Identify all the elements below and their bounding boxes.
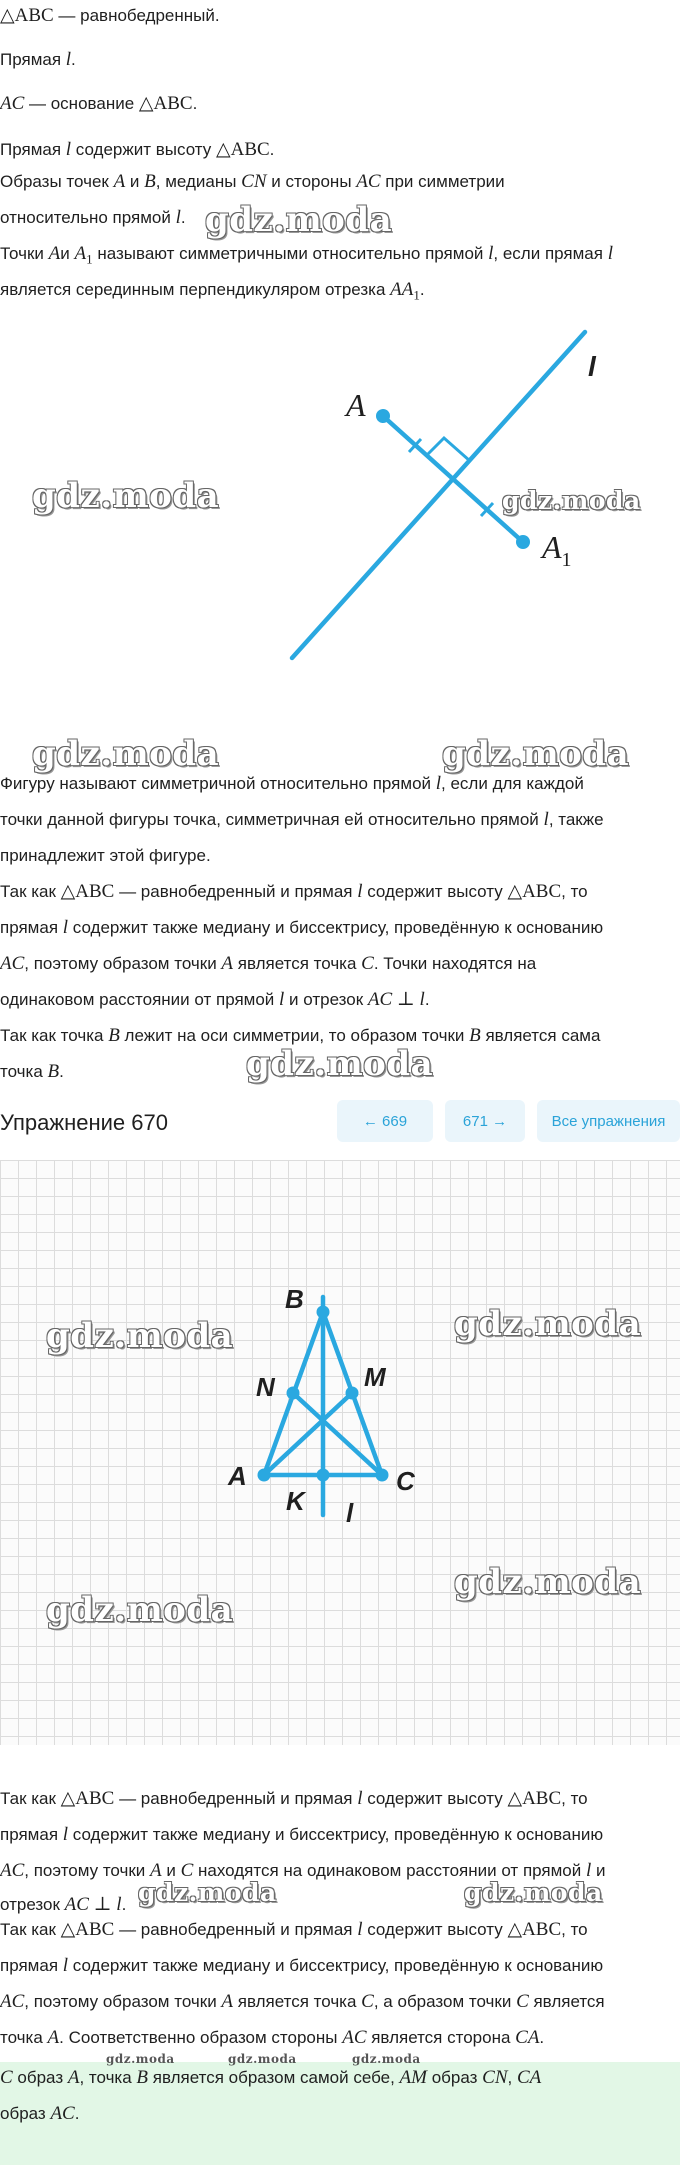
math: l (357, 1919, 363, 1940)
math: l (62, 1955, 69, 1976)
math: A (74, 243, 87, 264)
symmetry-figure (0, 320, 680, 680)
text: образ (426, 2068, 483, 2087)
label-c: C (396, 1466, 415, 1496)
math: △ABC (60, 881, 115, 902)
point-m (346, 1387, 359, 1400)
watermark: gdz.moda (464, 1878, 603, 1907)
triangle-figure (0, 1160, 680, 1745)
text: , медианы (155, 172, 242, 191)
math: △ABC (507, 881, 562, 902)
text: содержит высоту (362, 1920, 508, 1939)
text: содержит высоту (71, 140, 216, 159)
math: l (357, 1788, 363, 1809)
reason1-line-2 (0, 916, 603, 940)
math: B (469, 1025, 481, 1046)
math: l (62, 917, 69, 938)
text: — равнобедренный и прямая (114, 1789, 358, 1808)
point-a (258, 1469, 271, 1482)
math: AC (0, 1860, 25, 1881)
math: B (136, 2067, 149, 2088)
point-n (287, 1387, 300, 1400)
point-b (317, 1306, 330, 1319)
text: , также (548, 810, 604, 829)
label-n: N (256, 1372, 275, 1402)
text: . Точки находятся на (373, 954, 537, 973)
math: l (488, 243, 494, 264)
given-line-5 (0, 170, 505, 194)
given-line-1 (0, 4, 220, 28)
math: l (279, 989, 285, 1010)
given-line-6 (0, 206, 186, 230)
math: A (221, 953, 234, 974)
text: является (528, 1992, 605, 2011)
text: является точка (233, 1992, 362, 2011)
text: , (507, 2068, 517, 2087)
text: точка (0, 1062, 48, 1081)
math: B (47, 1061, 60, 1082)
text: находятся на одинаковом расстоянии от прямой (193, 1861, 586, 1880)
math: CA (515, 2027, 540, 2048)
watermark: gdz.moda (106, 2052, 175, 2066)
text: прямая (0, 1825, 63, 1844)
text: . (59, 1062, 64, 1081)
math: l (175, 207, 181, 228)
math: l (357, 881, 363, 902)
math: AC (50, 2103, 75, 2124)
definition-line-2 (0, 278, 425, 307)
text: является образом самой себе, (148, 2068, 400, 2087)
watermark: gdz.moda (228, 2052, 297, 2066)
text: . Соответственно образом стороны (59, 2028, 343, 2047)
math: B (108, 1025, 120, 1046)
text: . (71, 50, 76, 69)
text: является точка (233, 954, 362, 973)
text: , поэтому точки (24, 1861, 151, 1880)
reason4-line-2 (0, 1954, 603, 1978)
text: — равнобедренный. (53, 6, 220, 25)
math: △ABC (215, 139, 270, 160)
text: одинаковом расстоянии от прямой (0, 990, 280, 1009)
label-l: l (588, 351, 596, 382)
text: и (60, 244, 75, 263)
math: △ABC (507, 1788, 562, 1809)
math: AC (0, 953, 25, 974)
math: A (113, 171, 126, 192)
watermark: gdz.moda (138, 1878, 277, 1907)
math: l (543, 809, 549, 830)
label-k: K (286, 1486, 305, 1516)
point-a (376, 409, 390, 423)
watermark: gdz.moda (442, 734, 630, 774)
math: C (361, 953, 374, 974)
text: и (161, 1861, 181, 1880)
math: △ABC (507, 1919, 562, 1940)
text: , то (561, 882, 588, 901)
math-subscript: 1 (413, 287, 420, 303)
point-c (376, 1469, 389, 1482)
label-a1: $A_1$ (542, 529, 572, 571)
text: и (125, 172, 145, 191)
given-line-3 (0, 92, 197, 116)
answer-line-1 (0, 2066, 541, 2090)
text: образ (12, 2068, 68, 2087)
text: Образы точек (0, 172, 114, 191)
text: является сторона (366, 2028, 516, 2047)
math: AC ⊥ l (367, 989, 425, 1010)
text: отрезок (0, 1895, 65, 1914)
text: Так как (0, 1789, 61, 1808)
label-b: B (285, 1284, 304, 1314)
text: и (591, 1861, 606, 1880)
watermark: gdz.moda (454, 1304, 642, 1344)
point-a1 (516, 535, 530, 549)
text: при симметрии (380, 172, 505, 191)
watermark: gdz.moda (32, 734, 220, 774)
math: A (67, 2067, 80, 2088)
point-k (317, 1469, 330, 1482)
text: является серединным перпендикуляром отрезка (0, 280, 391, 299)
math: C (180, 1860, 194, 1881)
text: содержит также медиану и биссектрису, проведённую к основанию (68, 1956, 604, 1975)
reason1-line-1 (0, 880, 588, 904)
text: является сама (480, 1026, 601, 1045)
label-a: A (228, 1461, 247, 1491)
text: . (192, 94, 198, 113)
text: относительно прямой (0, 208, 176, 227)
math: A (47, 2027, 60, 2048)
math: l (585, 1860, 592, 1881)
text: , если для каждой (441, 774, 584, 793)
math: AM (399, 2067, 427, 2088)
answer-line-2 (0, 2102, 79, 2126)
reason3-line-4 (0, 1893, 126, 1917)
text: . (269, 140, 275, 159)
reason1-line-3 (0, 952, 536, 976)
text: прямая (0, 918, 63, 937)
watermark: gdz.moda (502, 486, 641, 515)
watermark: gdz.moda (454, 1562, 642, 1602)
text: содержит также медиану и биссектрису, проведённую к основанию (68, 1825, 604, 1844)
figure-def-line-2 (0, 808, 604, 832)
math: l (435, 773, 442, 794)
text: называют симметричными относительно прямой (92, 244, 489, 263)
math-subscript: 1 (86, 251, 93, 267)
reason3-line-1 (0, 1787, 588, 1811)
text: , поэтому образом точки (24, 954, 222, 973)
definition-line-1 (0, 242, 613, 271)
text: и стороны (266, 172, 357, 191)
math: AA (390, 279, 414, 300)
math: C (516, 1991, 529, 2012)
text: . (180, 208, 186, 227)
text: лежит на оси симметрии, то образом точки (119, 1026, 470, 1045)
label-l: l (346, 1498, 354, 1528)
prev-exercise-button[interactable]: ← 669 (337, 1100, 433, 1142)
text: содержит высоту (362, 1789, 508, 1808)
math: CA (516, 2067, 542, 2088)
math: A (150, 1860, 162, 1881)
exercise-title: Упражнение 670 (0, 1110, 168, 1135)
math: B (144, 171, 156, 192)
math: AC (0, 1991, 25, 2012)
math: AC ⊥ l (64, 1894, 122, 1915)
reason2-line-2 (0, 1060, 64, 1084)
text: . (539, 2028, 545, 2047)
watermark: gdz.moda (46, 1316, 234, 1356)
text: — равнобедренный и прямая (114, 1920, 358, 1939)
math: AC (0, 93, 25, 114)
reason2-line-1 (0, 1024, 600, 1048)
reason4-line-1 (0, 1918, 588, 1942)
given-line-4 (0, 138, 274, 162)
text: , поэтому образом точки (24, 1992, 222, 2011)
line-l (292, 332, 585, 658)
text: . (424, 990, 430, 1009)
text: , то (561, 1789, 588, 1808)
text: точки данной фигуры точка, симметричная ей относительно прямой (0, 810, 544, 829)
math: C (361, 1991, 374, 2012)
math: l (607, 243, 613, 264)
text: Так как (0, 882, 61, 901)
math: A (48, 243, 61, 264)
text: Прямая (0, 50, 66, 69)
math: △ABC (138, 93, 193, 114)
text: точка (0, 2028, 48, 2047)
text: , точка (79, 2068, 137, 2087)
text: и отрезок (284, 990, 368, 1009)
text: содержит высоту (362, 882, 508, 901)
text: , то (561, 1920, 588, 1939)
text: . (121, 1895, 127, 1914)
reason4-line-4 (0, 2026, 544, 2050)
math: C (0, 2067, 13, 2088)
math: CN (482, 2067, 508, 2088)
text: — основание (24, 94, 139, 113)
text: Точки (0, 244, 49, 263)
math: CN (241, 171, 267, 192)
watermark: gdz.moda (352, 2052, 421, 2066)
math: AC (356, 171, 381, 192)
math: l (62, 1824, 69, 1845)
text: , если прямая (493, 244, 608, 263)
text: прямая (0, 1956, 63, 1975)
figure-def-line-3 (0, 844, 211, 868)
text: Фигуру называют симметричной относительно прямой (0, 774, 436, 793)
reason1-line-4 (0, 988, 430, 1012)
label-a: A (346, 387, 366, 423)
text: содержит также медиану и биссектрису, проведённую к основанию (68, 918, 604, 937)
math: A (221, 1991, 234, 2012)
text: Прямая (0, 140, 66, 159)
text: Так как (0, 1920, 61, 1939)
reason3-line-3 (0, 1859, 606, 1883)
text: , а образом точки (373, 1992, 517, 2011)
watermark: gdz.moda (205, 200, 393, 240)
watermark: gdz.moda (246, 1044, 434, 1084)
math: AC (342, 2027, 367, 2048)
text: . (419, 280, 425, 299)
watermark: gdz.moda (32, 476, 220, 516)
math: △ABC (60, 1788, 115, 1809)
math: △ABC (0, 5, 54, 26)
text: — равнобедренный и прямая (114, 882, 358, 901)
right-angle-mark (428, 438, 470, 461)
math: l (65, 49, 72, 70)
text: Так как точка (0, 1026, 109, 1045)
all-exercises-button[interactable]: Все упражнения (537, 1100, 680, 1142)
reason4-line-3 (0, 1990, 605, 2014)
math: l (65, 139, 72, 160)
given-line-2 (0, 48, 76, 72)
watermark: gdz.moda (46, 1590, 234, 1630)
math: △ABC (60, 1919, 115, 1940)
label-m: M (364, 1362, 386, 1392)
next-exercise-button[interactable]: 671 → (445, 1100, 525, 1142)
text: . (74, 2104, 80, 2123)
reason3-line-2 (0, 1823, 603, 1847)
text: образ (0, 2104, 51, 2123)
figure-def-line-1 (0, 772, 584, 796)
segment-aa1 (383, 416, 523, 542)
text: принадлежит этой фигуре. (0, 846, 211, 865)
